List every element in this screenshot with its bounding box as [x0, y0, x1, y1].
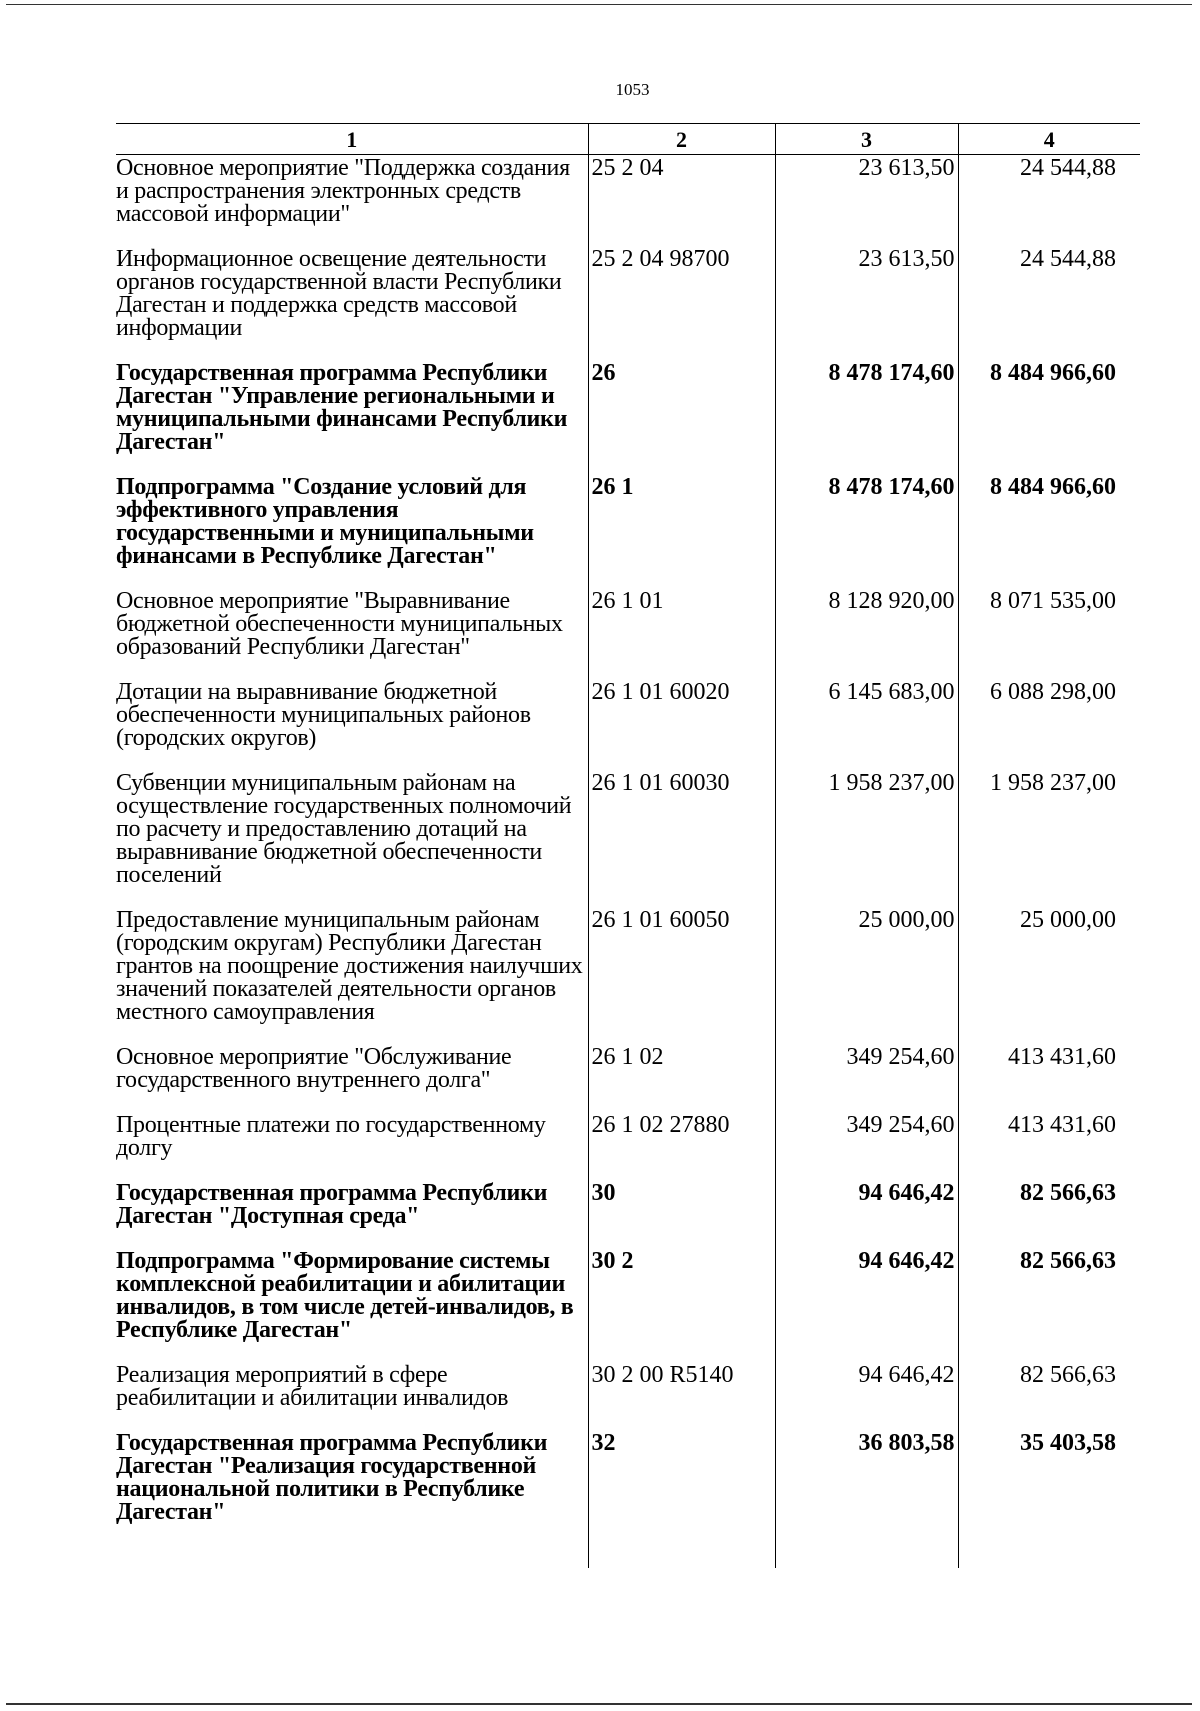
- row-code: 26 1 02: [588, 1044, 775, 1112]
- row-name: Процентные платежи по государственному долгу: [116, 1112, 546, 1161]
- row-value-col4: 82 566,63: [958, 1362, 1140, 1430]
- table-body: [116, 155, 1140, 1569]
- row-value-col4: 35 403,58: [958, 1430, 1140, 1568]
- column-header-3: 3: [775, 124, 958, 155]
- table-row: [116, 155, 1140, 247]
- row-value-col3: 94 646,42: [775, 1180, 958, 1248]
- row-name: Основное мероприятие "Выравнивание бюджетной обеспеченности муниципальных образований Республики Дагестан": [116, 588, 563, 660]
- row-code: 26 1 02 27880: [588, 1112, 775, 1180]
- row-value-col4: 413 431,60: [958, 1044, 1140, 1112]
- row-value-col4: 8 484 966,60: [958, 474, 1140, 588]
- row-value-col3: 8 478 174,60: [775, 474, 958, 588]
- row-code: 30 2: [588, 1248, 775, 1362]
- row-value-col3: 94 646,42: [775, 1362, 958, 1430]
- row-value-col4: 6 088 298,00: [958, 679, 1140, 770]
- row-value-col3: 94 646,42: [775, 1248, 958, 1362]
- row-value-col4: 25 000,00: [958, 907, 1140, 1044]
- row-value-col4: 24 544,88: [958, 155, 1140, 247]
- table-row: [116, 1362, 1140, 1430]
- row-name: Основное мероприятие "Поддержка создания и распространения электронных средств массовой информации": [116, 155, 570, 227]
- row-code: 26 1 01 60030: [588, 770, 775, 907]
- table-row: [116, 246, 1140, 360]
- row-value-col3: 23 613,50: [775, 246, 958, 360]
- row-value-col3: 8 478 174,60: [775, 360, 958, 474]
- row-code: 30 2 00 R5140: [588, 1362, 775, 1430]
- row-name: Государственная программа Республики Дагестан "Доступная среда": [116, 1180, 548, 1229]
- row-name: Подпрограмма "Создание условий для эффективного управления государственными и муниципальными финансами в Республике Дагестан": [116, 474, 534, 569]
- row-value-col4: 1 958 237,00: [958, 770, 1140, 907]
- row-name: Дотации на выравнивание бюджетной обеспеченности муниципальных районов (городских округов): [116, 679, 531, 751]
- row-value-col4: 8 484 966,60: [958, 360, 1140, 474]
- row-value-col3: 25 000,00: [775, 907, 958, 1044]
- row-code: 26: [588, 360, 775, 474]
- row-name: Государственная программа Республики Дагестан "Управление региональными и муниципальными финансами Республики Дагестан": [116, 360, 568, 455]
- table-row: [116, 588, 1140, 679]
- row-value-col4: 8 071 535,00: [958, 588, 1140, 679]
- row-code: 26 1 01 60050: [588, 907, 775, 1044]
- table-row: [116, 1180, 1140, 1248]
- row-code: 26 1: [588, 474, 775, 588]
- table-row: [116, 1112, 1140, 1180]
- row-value-col3: 349 254,60: [775, 1044, 958, 1112]
- row-code: 26 1 01 60020: [588, 679, 775, 770]
- row-value-col3: 349 254,60: [775, 1112, 958, 1180]
- table-row: [116, 1430, 1140, 1568]
- table-row: [116, 360, 1140, 474]
- budget-table: [116, 123, 1140, 1568]
- table-row: [116, 907, 1140, 1044]
- row-name: Информационное освещение деятельности органов государственной власти Республики Дагестан и поддержка средств массовой информации: [116, 246, 562, 341]
- row-code: 25 2 04: [588, 155, 775, 247]
- column-header-2: 2: [588, 124, 775, 155]
- row-code: 30: [588, 1180, 775, 1248]
- table-row: [116, 1044, 1140, 1112]
- table-row: [116, 1248, 1140, 1362]
- table-row: [116, 474, 1140, 588]
- table-header-row: [116, 124, 1140, 155]
- row-value-col4: 82 566,63: [958, 1248, 1140, 1362]
- row-value-col4: 413 431,60: [958, 1112, 1140, 1180]
- row-code: 25 2 04 98700: [588, 246, 775, 360]
- column-header-4: 4: [958, 124, 1140, 155]
- row-value-col3: 36 803,58: [775, 1430, 958, 1568]
- row-name: Субвенции муниципальным районам на осуществление государственных полномочий по расчету и предоставлению дотаций на выравнивание бюджетной обеспеченности поселений: [116, 770, 572, 888]
- row-value-col4: 82 566,63: [958, 1180, 1140, 1248]
- row-name: Государственная программа Республики Дагестан "Реализация государственной национальной политики в Республике Дагестан": [116, 1430, 548, 1525]
- column-header-1: 1: [116, 124, 588, 155]
- row-value-col4: 24 544,88: [958, 246, 1140, 360]
- row-name: Основное мероприятие "Обслуживание государственного внутреннего долга": [116, 1044, 512, 1093]
- row-value-col3: 1 958 237,00: [775, 770, 958, 907]
- row-value-col3: 8 128 920,00: [775, 588, 958, 679]
- row-name: Реализация мероприятий в сфере реабилитации и абилитации инвалидов: [116, 1362, 509, 1411]
- row-code: 26 1 01: [588, 588, 775, 679]
- page-number: 1053: [615, 80, 650, 99]
- table-row: [116, 770, 1140, 907]
- row-value-col3: 6 145 683,00: [775, 679, 958, 770]
- row-name: Подпрограмма "Формирование системы комплексной реабилитации и абилитации инвалидов, в том числе детей-инвалидов, в Республике Дагестан": [116, 1248, 574, 1343]
- row-value-col3: 23 613,50: [775, 155, 958, 247]
- row-code: 32: [588, 1430, 775, 1568]
- table-row: [116, 679, 1140, 770]
- row-name: Предоставление муниципальным районам (городским округам) Республики Дагестан грантов на поощрение достижения наилучших значений показателей деятельности органов местного самоуправления: [116, 907, 583, 1025]
